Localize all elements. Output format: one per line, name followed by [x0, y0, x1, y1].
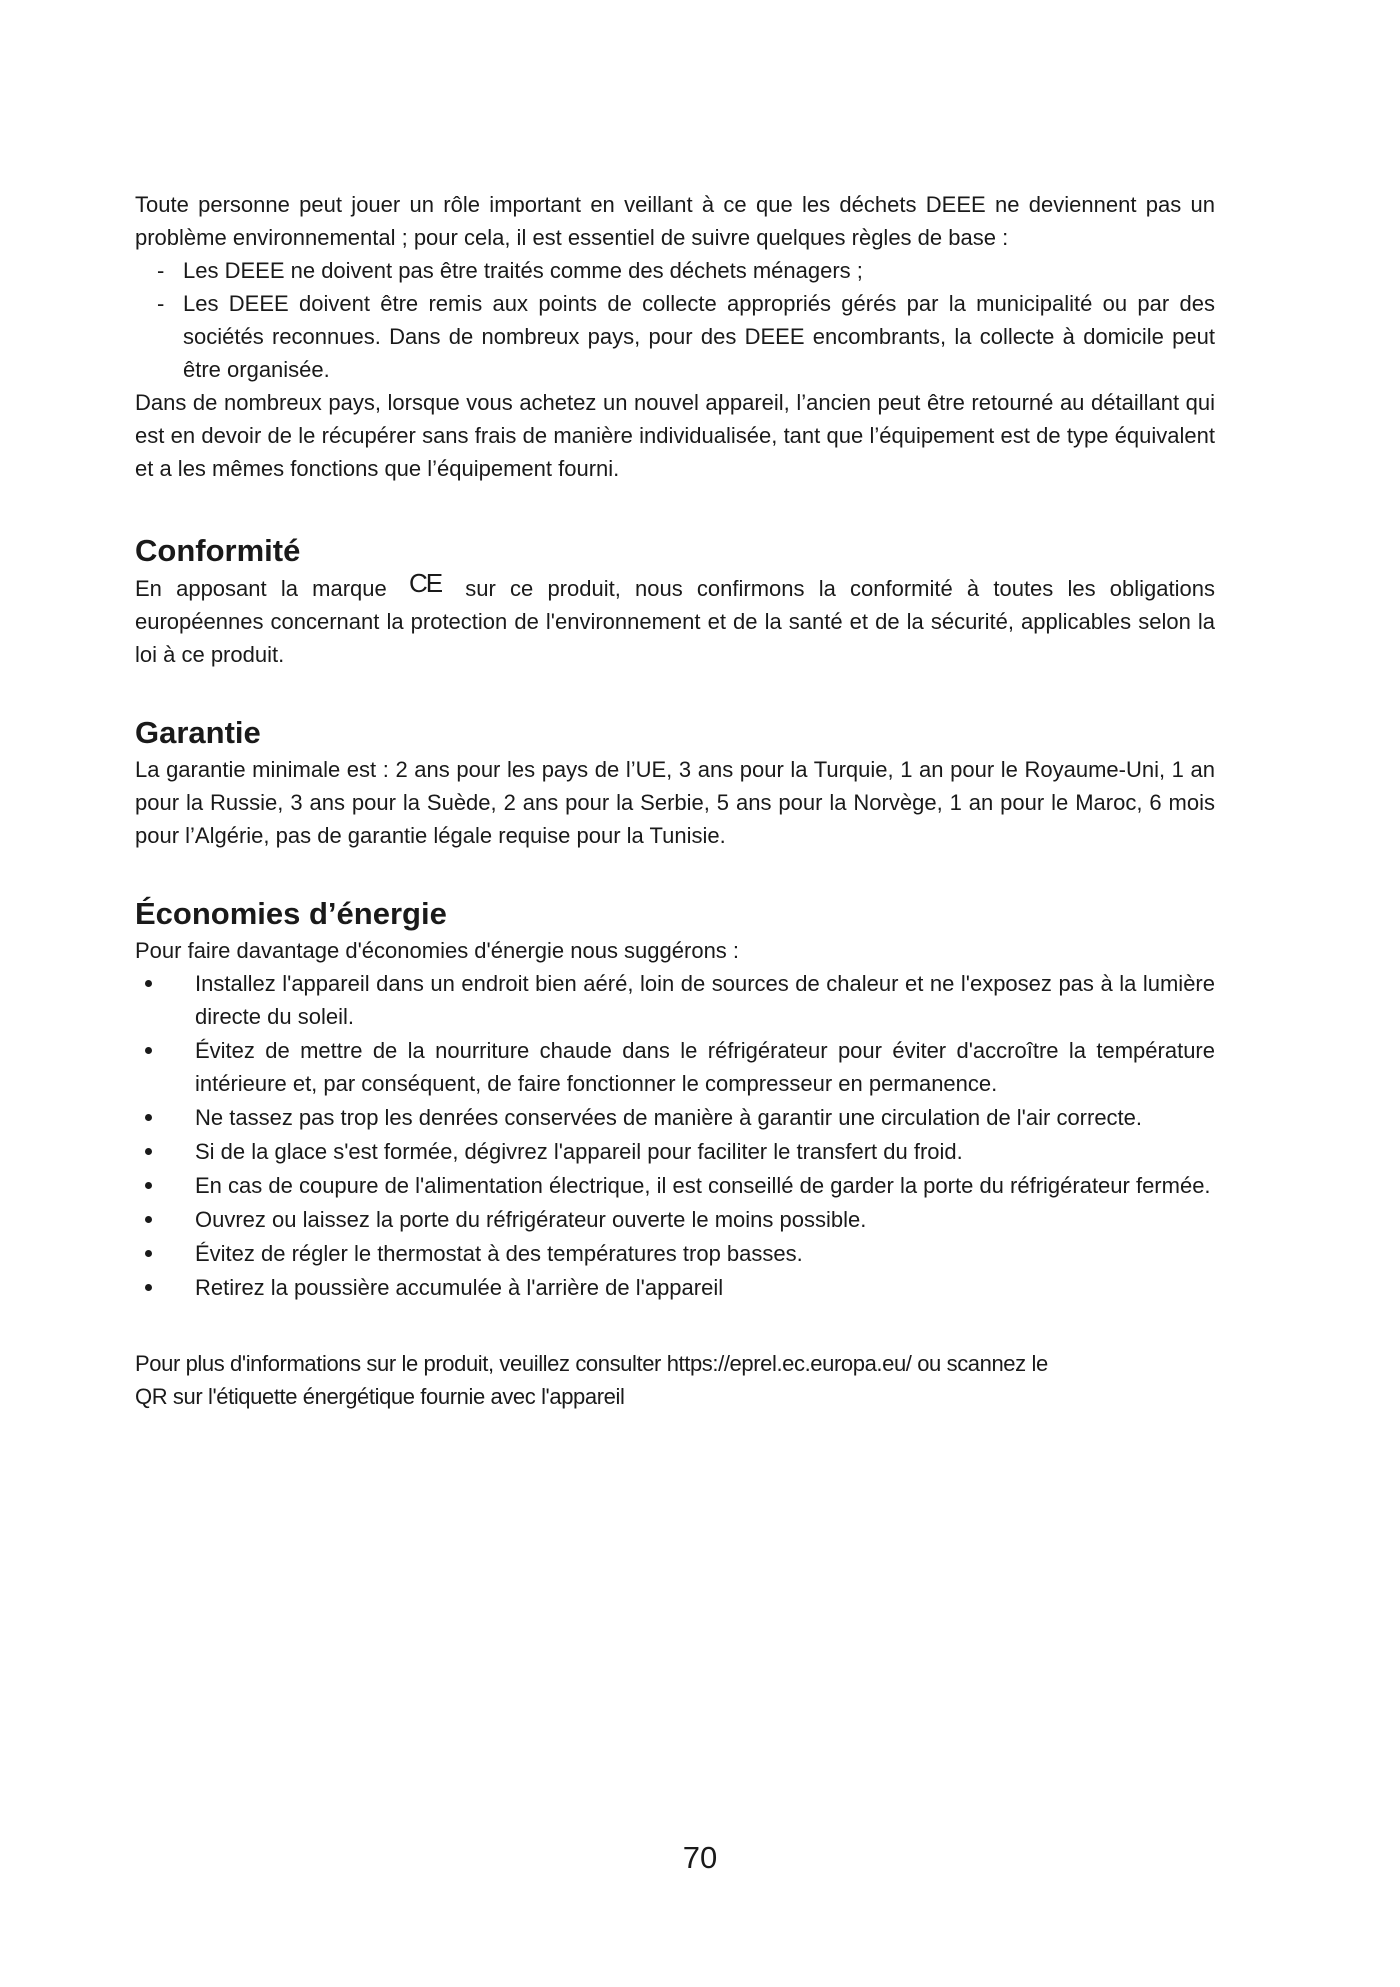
- document-page: [135, 188, 1215, 1413]
- dash-list-item: - Les DEEE doivent être remis aux points de collecte appropriés gérés par la municipalité ou par des sociétés reconnues. Dans de nombreux pays, pour des DEEE encombrants, la collecte à domicile peut être organisée.: [135, 287, 1215, 386]
- bullet-text: Si de la glace s'est formée, dégivrez l'appareil pour faciliter le transfert du froid.: [195, 1139, 963, 1164]
- energy-tips-list: [135, 967, 1215, 1304]
- conformite-heading: Conformité: [135, 533, 301, 568]
- bullet-list-item: [135, 1203, 1215, 1236]
- conformite-text-after-mark: sur ce produit, nous confirmons la conformité à toutes les obligations européennes concernant la protection de l'environnement et de la santé et de la sécurité, applicables selon la loi à ce produit.: [135, 576, 1215, 667]
- bullet-icon: [145, 1047, 152, 1054]
- bullet-text: Ouvrez ou laissez la porte du réfrigérateur ouverte le moins possible.: [195, 1207, 867, 1232]
- bullet-text: Évitez de mettre de la nourriture chaude dans le réfrigérateur pour éviter d'accroître la température intérieure et, par conséquent, de faire fonctionner le compresseur en permanence.: [195, 1038, 1215, 1096]
- conformite-text-before-mark: En apposant la marque: [135, 576, 387, 601]
- intro-paragraph-1: Toute personne peut jouer un rôle important en veillant à ce que les déchets DEEE ne deviennent pas un problème environnemental ; pour cela, il est essentiel de suivre quelques règles de base :: [135, 192, 1215, 250]
- bullet-list-item: [135, 1237, 1215, 1270]
- bullet-list-item: [135, 1135, 1215, 1168]
- bullet-icon: [145, 1284, 152, 1291]
- intro-paragraph-2: Dans de nombreux pays, lorsque vous achetez un nouvel appareil, l’ancien peut être retourné au détaillant qui est en devoir de le récupérer sans frais de manière individualisée, tant que l’équipement est de type équivalent et a les mêmes fonctions que l’équipement fourni.: [135, 390, 1215, 481]
- bullet-text: Retirez la poussière accumulée à l'arrière de l'appareil: [195, 1275, 724, 1300]
- bullet-text: Évitez de régler le thermostat à des températures trop basses.: [195, 1241, 803, 1266]
- bullet-text: Ne tassez pas trop les denrées conservées de manière à garantir une circulation de l'air correcte.: [195, 1105, 1143, 1130]
- bullet-icon: [145, 1216, 152, 1223]
- bullet-list-item: [135, 967, 1215, 1033]
- dash-list-item: - Les DEEE ne doivent pas être traités comme des déchets ménagers ;: [135, 254, 1215, 287]
- garantie-paragraph: La garantie minimale est : 2 ans pour les pays de l’UE, 3 ans pour la Turquie, 1 an pour le Royaume-Uni, 1 an pour la Russie, 3 ans pour la Suède, 2 ans pour la Serbie, 5 ans pour la Norvège, 1 an pour le Maroc, 6 mois pour l’Algérie, pas de garantie légale requise pour la Tunisie.: [135, 757, 1215, 848]
- conformite-paragraph: [135, 568, 1215, 671]
- bullet-list-item: [135, 1034, 1215, 1100]
- bullet-text: En cas de coupure de l'alimentation électrique, il est conseillé de garder la porte du réfrigérateur fermée.: [195, 1173, 1211, 1198]
- bullet-list-item: [135, 1271, 1215, 1304]
- deee-rules-list: [135, 254, 1215, 386]
- footnote-line-1: Pour plus d'informations sur le produit, veuillez consulter https://eprel.ec.europa.eu/ ou scannez le: [135, 1351, 1048, 1376]
- garantie-heading: Garantie: [135, 715, 261, 750]
- economies-heading: Économies d’énergie: [135, 896, 447, 931]
- bullet-icon: [145, 1182, 152, 1189]
- ce-mark-icon: CE: [408, 568, 442, 598]
- product-info-footnote: [135, 1347, 1215, 1413]
- bullet-list-item: [135, 1101, 1215, 1134]
- footnote-line-2: QR sur l'étiquette énergétique fournie avec l'appareil: [135, 1384, 625, 1409]
- page-number: 70: [682, 1840, 718, 1875]
- bullet-icon: [145, 1148, 152, 1155]
- bullet-icon: [145, 1114, 152, 1121]
- bullet-list-item: [135, 1169, 1215, 1202]
- bullet-icon: [145, 1250, 152, 1257]
- bullet-icon: [145, 980, 152, 987]
- bullet-text: Installez l'appareil dans un endroit bien aéré, loin de sources de chaleur et ne l'exposez pas à la lumière directe du soleil.: [195, 971, 1215, 1029]
- economies-intro: Pour faire davantage d'économies d'énergie nous suggérons :: [135, 938, 740, 963]
